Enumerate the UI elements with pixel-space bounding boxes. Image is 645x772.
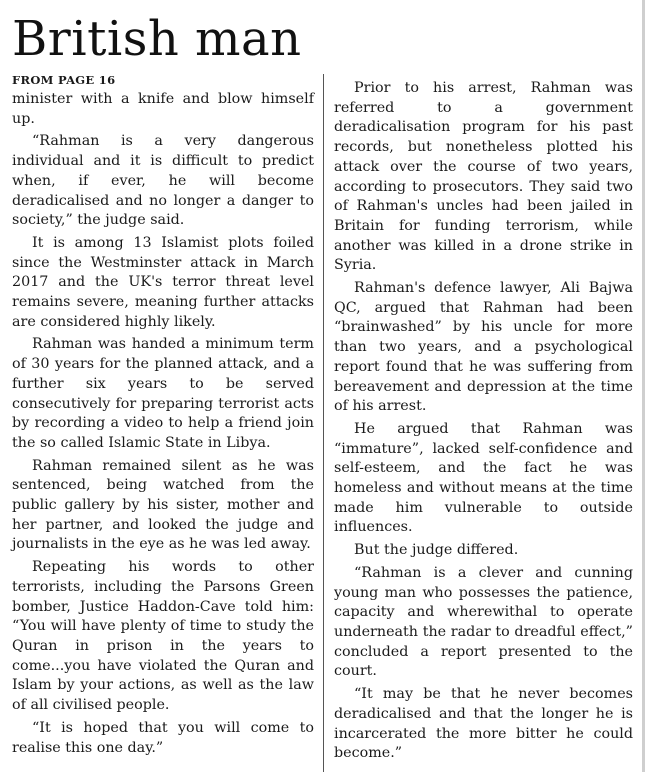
paragraph: Repeating his words to other terrorists, including the Parsons Green bomber, Justice Haddon-Cave told him: “You will have plenty of time to study the Quran in prison in the years to come...you have violated the Quran and Islam by your actions, as well as the law of all civilised people. xyxy=(12,559,314,714)
left-column xyxy=(12,72,314,772)
jump-line: FROM PAGE 16 xyxy=(12,73,116,87)
paragraph: But the judge differed. xyxy=(354,542,519,559)
paragraph: It is among 13 Islamist plots foiled since the Westminster attack in March 2017 and the UK's terror threat level remains severe, meaning further attacks are considered highly likely. xyxy=(12,234,314,330)
paragraph: “Rahman is a clever and cunning young man who possesses the patience, capacity and wherewithal to operate underneath the radar to dreadful effect,” concluded a report presented to the court. xyxy=(334,564,633,680)
paragraph: Rahman was handed a minimum term of 30 years for the planned attack, and a further six years to be served consecutively for preparing terrorist acts by recording a video to help a friend join the so called Islamic State in Libya. xyxy=(12,336,314,451)
column-divider xyxy=(323,74,324,772)
paragraph: Rahman remained silent as he was sentenced, being watched from the public gallery by his sister, mother and her partner, and looked the judge and journalists in the eye as he was led away. xyxy=(12,457,314,553)
paragraph: Prior to his arrest, Rahman was referred to a government deradicalisation program for his past records, but nonetheless plotted his attack over the course of two years, according to prosecutors. They said two of Rahman's uncles had been jailed in Britain for funding terrorism, while another was killed in a drone strike in Syria. xyxy=(334,80,633,274)
paragraph: “It is hoped that you will come to realise this one day.” xyxy=(12,719,314,756)
right-column xyxy=(334,79,633,772)
paragraph: “It may be that he never becomes deradicalised and that the longer he is incarcerated the more bitter he could become.” xyxy=(334,686,633,762)
paragraph: minister with a knife and blow himself up. xyxy=(12,91,314,127)
headline: British man xyxy=(12,11,302,67)
paragraph: “Rahman is a very dangerous individual and it is difficult to predict when, if ever, he will become deradicalised and no longer a danger to society,” the judge said. xyxy=(12,133,314,229)
paragraph: He argued that Rahman was “immature”, lacked self-confidence and self-esteem, and the fact he was homeless and without means at the time made him vulnerable to outside influences. xyxy=(334,420,633,536)
paragraph: Rahman's defence lawyer, Ali Bajwa QC, argued that Rahman had been “brainwashed” by his uncle for more than two years, and a psychological report found that he was suffering from bereavement and depression at the time of his arrest. xyxy=(334,280,633,415)
